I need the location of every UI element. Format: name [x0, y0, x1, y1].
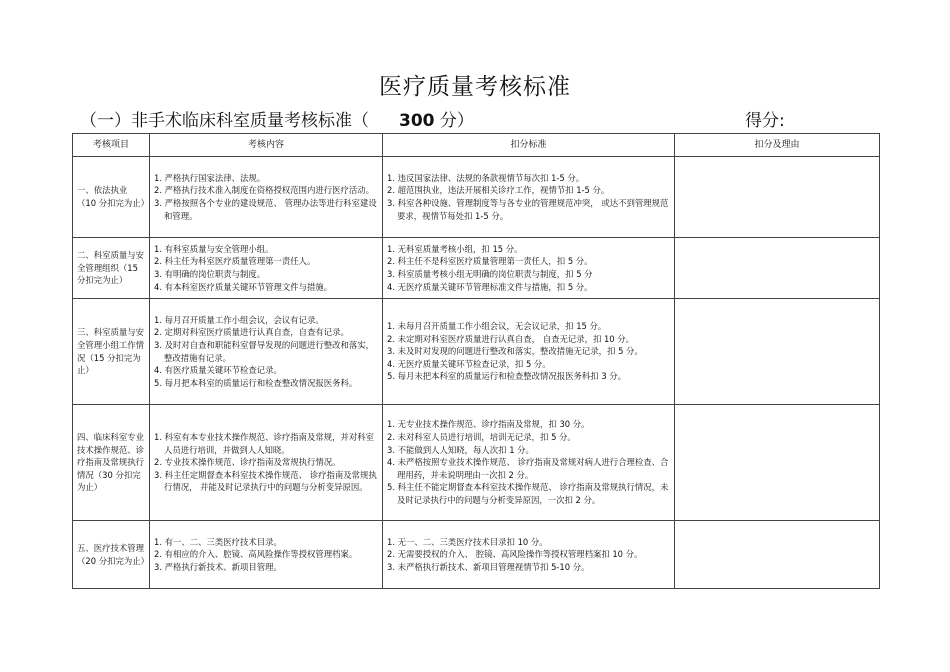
table-row — [73, 157, 880, 238]
content-item: 3. 严格执行新技术、新项目管理。 — [154, 561, 282, 572]
content-item: 4. 有医疗质量关键环节检查记录。 — [154, 365, 282, 376]
content-item: 2. 专业技术操作规范、诊疗指南及常规执行情况。 — [154, 457, 341, 468]
table-row — [73, 405, 880, 521]
content-cell — [150, 521, 383, 589]
reason-cell[interactable] — [675, 299, 880, 405]
subtitle — [80, 106, 474, 131]
content-item: 2. 有相应的介入、腔镜、高风险操作等授权管理档案。 — [154, 549, 358, 560]
table-header-row — [73, 134, 880, 157]
content-cell — [150, 157, 383, 238]
category-cell: 二、科室质量与安全管理组织（15 分扣完为止） — [73, 238, 150, 299]
content-item: 2. 严格执行技术准入制度在资格授权范围内进行医疗活动。 — [154, 185, 375, 196]
content-item: 1. 有科室质量与安全管理小组。 — [154, 243, 274, 254]
deduction-item: 3. 科室质量考核小组无明确的岗位职责与制度，扣 5 分 — [387, 269, 593, 279]
header-reason: 扣分及理由 — [675, 134, 880, 157]
deduction-cell — [383, 299, 675, 405]
deduction-item: 1. 无一、二、三类医疗技术目录扣 10 分。 — [387, 536, 548, 547]
deduction-item: 1. 无科室质量考核小组，扣 15 分。 — [387, 243, 523, 254]
deduction-item: 4. 无医疗质量关键环节管理标准文件与措施，扣 5 分。 — [387, 281, 593, 292]
deduction-cell — [383, 405, 675, 521]
content-item: 4. 有本科室医疗质量关键环节管理文件与措施。 — [154, 281, 333, 292]
reason-cell[interactable] — [675, 521, 880, 589]
content-item: 3. 科主任定期督查本科室技术操作规范、 诊疗指南及常规执行情况， 并能及时记录执行中的问题与分析变异原因。 — [154, 469, 377, 493]
category-cell: 四、临床科室专业技术操作规范、诊疗指南及常规执行情况（30 分扣完为止） — [73, 405, 150, 521]
deduction-item: 2. 无需要授权的介入、 腔镜、高风险操作等授权管理档案扣 10 分。 — [387, 549, 643, 560]
table-row — [73, 521, 880, 589]
table-row — [73, 299, 880, 405]
header-deduction: 扣分标准 — [383, 134, 675, 157]
deduction-item: 2. 未定期对科室医疗质量进行认真自查， 自查无记录，扣 10 分。 — [387, 333, 635, 344]
deduction-item: 4. 未严格按照专业技术操作规范、 诊疗指南及常规对病人进行合理检查、合理用药，并未说明理由一次扣 2 分。 — [387, 457, 669, 480]
content-cell — [150, 238, 383, 299]
content-cell — [150, 405, 383, 521]
content-cell — [150, 299, 383, 405]
score-label: 得分: — [745, 111, 785, 131]
category-cell: 一、依法执业（10 分扣完为止） — [73, 157, 150, 238]
deduction-item: 3. 未严格执行新技术、新项目管理视情节扣 5-10 分。 — [387, 561, 590, 572]
category-cell: 五、医疗技术管理（20 分扣完为止） — [73, 521, 150, 589]
content-item: 3. 及时对自查和职能科室督导发现的问题进行整改和落实，整改措施有记录。 — [154, 339, 375, 363]
deduction-item: 5. 每月未把本科室的质量运行和检查整改情况报医务科扣 3 分。 — [387, 371, 627, 382]
assessment-table — [72, 133, 880, 589]
deduction-cell — [383, 238, 675, 299]
deduction-item: 3. 未及时对发现的问题进行整改和落实，整改措施无记录，扣 5 分。 — [387, 346, 643, 357]
content-item: 2. 定期对科室医疗质量进行认真自查，自查有记录。 — [154, 327, 349, 338]
deduction-item: 1. 无专业技术操作规范、诊疗指南及常规，扣 30 分。 — [387, 419, 590, 430]
total-score: 300 — [399, 111, 435, 131]
content-item: 1. 严格执行国家法律、法规。 — [154, 172, 266, 183]
deduction-item: 1. 未每月召开质量工作小组会议，无会议记录，扣 15 分。 — [387, 321, 607, 332]
content-item: 3. 有明确的岗位职责与制度。 — [154, 269, 266, 279]
deduction-item: 4. 无医疗质量关键环节检查记录，扣 5 分。 — [387, 358, 551, 369]
subtitle-text: （一）非手术临床科室质量考核标准（ — [80, 111, 369, 131]
deduction-item: 3. 不能做到人人知晓，每人次扣 1 分。 — [387, 444, 534, 455]
deduction-item: 1. 违反国家法律、法规的条款视情节每次扣 1-5 分。 — [387, 172, 585, 183]
page-title: 医疗质量考核标准 — [379, 74, 571, 100]
reason-cell[interactable] — [675, 405, 880, 521]
content-item: 3. 严格按照各个专业的建设规范、 管理办法等进行科室建设和管理。 — [154, 198, 377, 221]
deduction-cell — [383, 157, 675, 238]
subtitle-end: 分） — [439, 111, 474, 131]
deduction-item: 3. 科室各种设施、管理制度等与各专业的管理规范冲突， 或达不到管理规范要求，视情节每处扣 1-5 分。 — [387, 198, 669, 221]
deduction-item: 2. 未对科室人员进行培训，培训无记录，扣 5 分。 — [387, 432, 576, 443]
content-item: 1. 有一、二、三类医疗技术目录。 — [154, 536, 282, 547]
deduction-item: 5. 科主任不能定期督查本科室技术操作规范、 诊疗指南及常规执行情况，未及时记录执行中的问题与分析变异原因，一次扣 2 分。 — [387, 482, 669, 505]
deduction-cell — [383, 521, 675, 589]
content-item: 5. 每月把本科室的质量运行和检查整改情况报医务科。 — [154, 377, 358, 388]
table-row — [73, 238, 880, 299]
content-item: 2. 科主任为科室医疗质量管理第一责任人。 — [154, 256, 316, 267]
content-item: 1. 科室有本专业技术操作规范、诊疗指南及常规，并对科室人员进行培训，并做到人人知晓。 — [154, 432, 375, 455]
category-cell: 三、科室质量与安全管理小组工作情况（15 分扣完为止） — [73, 299, 150, 405]
reason-cell[interactable] — [675, 157, 880, 238]
content-item: 1. 每月召开质量工作小组会议，会议有记录。 — [154, 314, 324, 325]
header-item: 考核项目 — [73, 134, 150, 157]
deduction-item: 2. 超范围执业，违法开展相关诊疗工作，视情节扣 1-5 分。 — [387, 185, 610, 196]
deduction-item: 2. 科主任不是科室医疗质量管理第一责任人，扣 5 分。 — [387, 256, 593, 267]
header-content: 考核内容 — [150, 134, 383, 157]
reason-cell[interactable] — [675, 238, 880, 299]
